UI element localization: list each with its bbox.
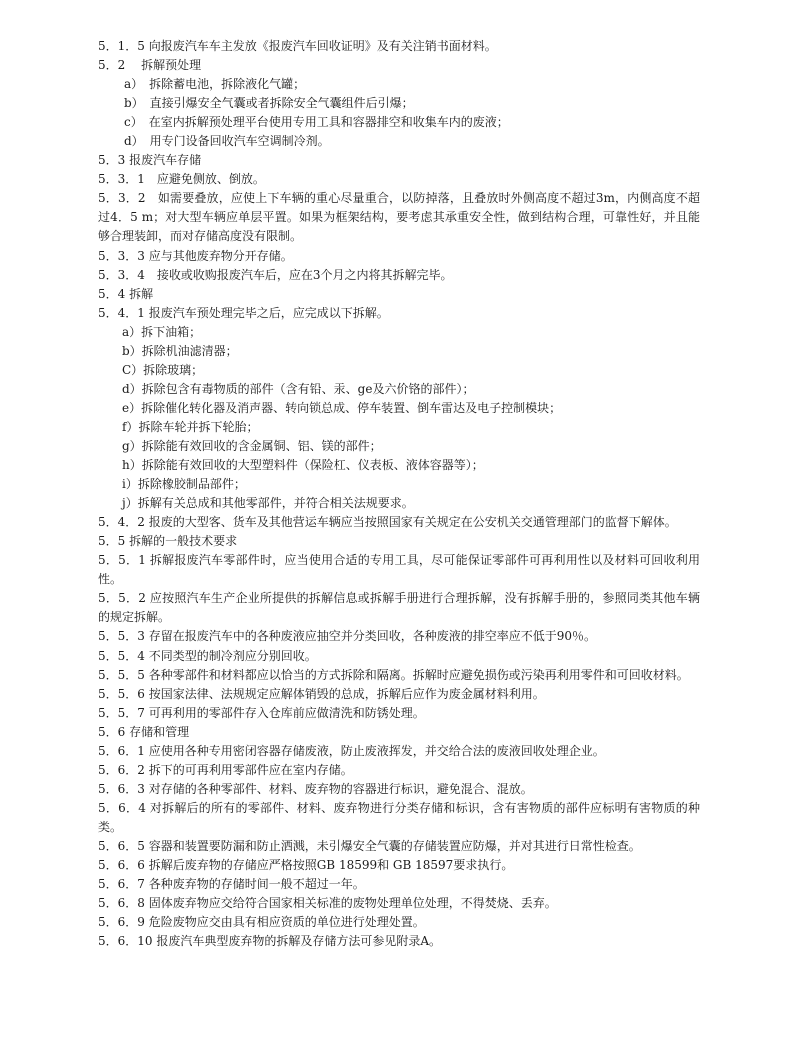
list-item: b） 直接引爆安全气囊或者拆除安全气囊组件后引爆； [124,96,414,111]
clause-paragraph: 5．1．5 向报废汽车车主发放《报废汽车回收证明》及有关注销书面材料。 [98,39,497,53]
clause-paragraph: 5．3．3 应与其他废弃物分开存储。 [98,248,293,263]
clause-paragraph: 5．4．2 报废的大型客、货车及其他营运车辆应当按照国家有关规定在公安机关交通管理部门的监督下解体。 [98,515,677,530]
list-item: d）拆除包含有毒物质的部件（含有铅、汞、ge及六价铬的部件）； [122,381,475,396]
document-body [98,37,700,951]
list-item: a）拆下油箱； [122,324,202,339]
clause-paragraph: 5．6．1 应使用各种专用密闭容器存储废液，防止废液挥发，并交给合法的废液回收处理企业。 [98,743,605,758]
clause-paragraph: 5．6．5 容器和装置要防漏和防止洒溅，未引爆安全气囊的存储装置应防爆，并对其进行日常性检查。 [98,838,641,853]
clause-paragraph: 5．6．9 危险废物应交由具有相应资质的单位进行处理处置。 [98,915,425,930]
clause-paragraph: 5．5．5 各种零部件和材料都应以恰当的方式拆除和隔离。拆解时应避免损伤或污染再利用零件和可回收材料。 [98,667,689,682]
clause-paragraph: 5．6．3 对存储的各种零部件、材料、废弃物的容器进行标识，避免混合、混放。 [98,781,533,796]
clause-paragraph: 5．5．3 存留在报废汽车中的各种废液应抽空并分类回收，各种废液的排空率应不低于90％。 [98,629,596,644]
list-item: h）拆除能有效回收的大型塑料件（保险杠、仪表板、液体容器等）； [122,458,484,473]
clause-paragraph: 5．6．4 对拆解后的所有的零部件、材料、废弃物进行分类存储和标识，含有害物质的部件应标明有害物质的种类。 [98,800,700,834]
clause-paragraph: 5．6．7 各种废弃物的存储时间一般不超过一年。 [98,877,365,892]
list-item: f）拆除车轮并拆下轮胎； [122,419,259,434]
clause-paragraph: 5．5．1 拆解报废汽车零部件时，应当使用合适的专用工具，尽可能保证零部件可再利用性以及材料可回收利用性。 [98,553,700,587]
clause-paragraph: 5．5．2 应按照汽车生产企业所提供的拆解信息或拆解手册进行合理拆解，没有拆解手册的，参照同类其他车辆的规定拆解。 [98,591,700,625]
list-item: a） 拆除蓄电池，拆除液化气罐； [124,77,306,92]
clause-paragraph: 5．5．7 可再利用的零部件存入仓库前应做清洗和防锈处理。 [98,705,425,720]
list-item: d） 用专门设备回收汽车空调制冷剂。 [124,134,330,149]
clause-paragraph: 5．5．4 不同类型的制冷剂应分别回收。 [98,648,317,663]
list-item: b）拆除机油滤清器； [122,343,238,358]
list-item: j）拆解有关总成和其他零部件，并符合相关法规要求。 [122,496,414,511]
clause-paragraph: 5．4．1 报废汽车预处理完毕之后，应完成以下拆解。 [98,305,389,320]
list-item: e）拆除催化转化器及消声器、转向锁总成、停车装置、倒车雷达及电子控制模块； [122,400,562,415]
clause-paragraph: 5．5．6 按国家法律、法规规定应解体销毁的总成，拆解后应作为废金属材料利用。 [98,686,545,701]
clause-paragraph: 5．5 拆解的一般技术要求 [98,534,238,549]
clause-paragraph: 5．6．8 固体废弃物应交给符合国家相关标准的废物处理单位处理，不得焚烧、丢弃。 [98,896,557,911]
list-item: C）拆除玻璃； [122,362,204,377]
list-item: c） 在室内拆解预处理平台使用专用工具和容器排空和收集车内的废液； [124,115,509,130]
clause-paragraph: 5．3 报废汽车存储 [98,153,202,168]
clause-paragraph: 5．6．2 拆下的可再利用零部件应在室内存储。 [98,762,353,777]
clause-paragraph: 5．3．2 如需要叠放，应使上下车辆的重心尽量重合，以防掉落，且叠放时外侧高度不超过3m，内侧高度不超过4．5 m；对大型车辆应单层平置。如果为框架结构，要考虑其承重安全性，做到结构合理，可靠性好，并且能够合理装卸，而对存储高度没有限制。 [98,191,700,244]
clause-paragraph: 5．6 存储和管理 [98,724,190,739]
clause-paragraph: 5．3．4 接收或收购报废汽车后，应在3个月之内将其拆解完毕。 [98,267,453,282]
clause-paragraph: 5．6．6 拆解后废弃物的存储应严格按照GB 18599和 GB 18597要求执行。 [98,858,514,873]
list-item: i）拆除橡胶制品部件； [122,477,246,492]
clause-paragraph: 5．6．10 报废汽车典型废弃物的拆解及存储方法可参见附录A。 [98,934,442,949]
clause-paragraph: 5．3．1 应避免侧放、倒放。 [98,172,265,187]
list-item: g）拆除能有效回收的含金属铜、铝、镁的部件； [122,438,382,453]
clause-paragraph: 5．4 拆解 [98,286,154,301]
clause-paragraph: 5．2 拆解预处理 [98,58,202,73]
